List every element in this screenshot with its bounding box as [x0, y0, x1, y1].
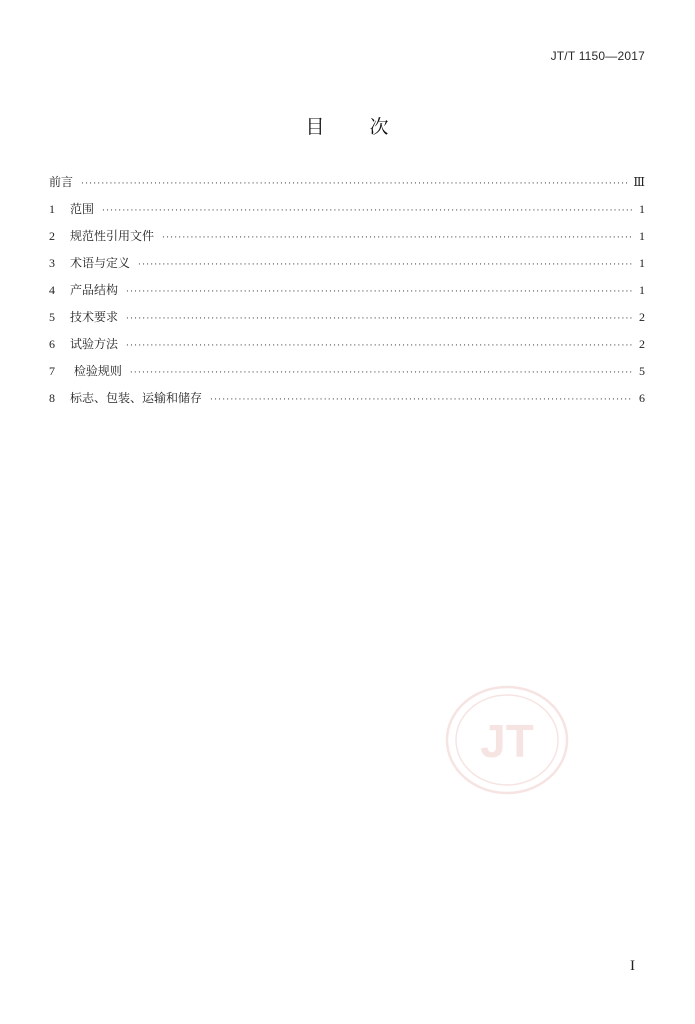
- toc-leader-dots: [81, 179, 627, 189]
- page-title: [0, 112, 695, 139]
- toc-entry-page: Ⅲ: [633, 175, 645, 189]
- toc-entry-title: 标志、包装、运输和储存: [70, 391, 203, 405]
- toc-entry-2[interactable]: [49, 227, 645, 254]
- toc-entry-page: 1: [639, 202, 645, 216]
- toc-entry-page: 2: [639, 310, 645, 324]
- toc-entry-1[interactable]: [49, 200, 645, 227]
- toc-leader-dots: [210, 395, 633, 405]
- toc-entry-number: 1: [49, 202, 55, 216]
- toc-leader-dots: [138, 260, 633, 270]
- toc-leader-dots: [102, 206, 633, 216]
- toc-entry-number: 8: [49, 391, 55, 405]
- toc-entry-4[interactable]: [49, 281, 645, 308]
- toc-entry-number: 7: [49, 364, 55, 378]
- jt-watermark-logo: [444, 684, 570, 796]
- toc-entry-title: 术语与定义: [70, 256, 131, 270]
- page-title-char-2: 次: [369, 116, 390, 138]
- toc-leader-dots: [126, 287, 633, 297]
- toc-entry-page: 2: [639, 337, 645, 351]
- toc-leader-dots: [162, 233, 633, 243]
- toc-entry-page: 5: [639, 364, 645, 378]
- toc-leader-dots: [126, 314, 633, 324]
- toc-entry-5[interactable]: [49, 308, 645, 335]
- toc-entry-number: 5: [49, 310, 55, 324]
- page-title-char-1: 目: [305, 116, 326, 138]
- toc-entry-page: 1: [639, 283, 645, 297]
- toc-entry-number: 3: [49, 256, 55, 270]
- toc-entry-title: 前言: [49, 175, 74, 189]
- toc-entry-number: 6: [49, 337, 55, 351]
- toc-entry-8[interactable]: [49, 389, 645, 416]
- toc-entry-6[interactable]: [49, 335, 645, 362]
- standard-number: JT/T 1150—2017: [550, 49, 645, 63]
- toc-entry-7[interactable]: [49, 362, 645, 389]
- page-number: I: [630, 958, 635, 974]
- toc-leader-dots: [126, 341, 633, 351]
- toc-entry-3[interactable]: [49, 254, 645, 281]
- toc-entry-page: 1: [639, 229, 645, 243]
- toc-leader-dots: [130, 368, 633, 378]
- toc-entry-page: 1: [639, 256, 645, 270]
- watermark-text: JT: [480, 715, 534, 767]
- toc-entry-page: 6: [639, 391, 645, 405]
- toc-entry-title: 产品结构: [70, 283, 119, 297]
- toc-entry-title: 技术要求: [70, 310, 119, 324]
- toc-entry-title: 试验方法: [70, 337, 119, 351]
- toc-entry-number: 2: [49, 229, 55, 243]
- toc-entry-title: 检验规则: [70, 364, 122, 378]
- toc-entry-title: 范围: [70, 202, 95, 216]
- table-of-contents: [49, 173, 645, 416]
- toc-entry-number: 4: [49, 283, 55, 297]
- toc-entry-foreword[interactable]: [49, 173, 645, 200]
- toc-entry-title: 规范性引用文件: [70, 229, 155, 243]
